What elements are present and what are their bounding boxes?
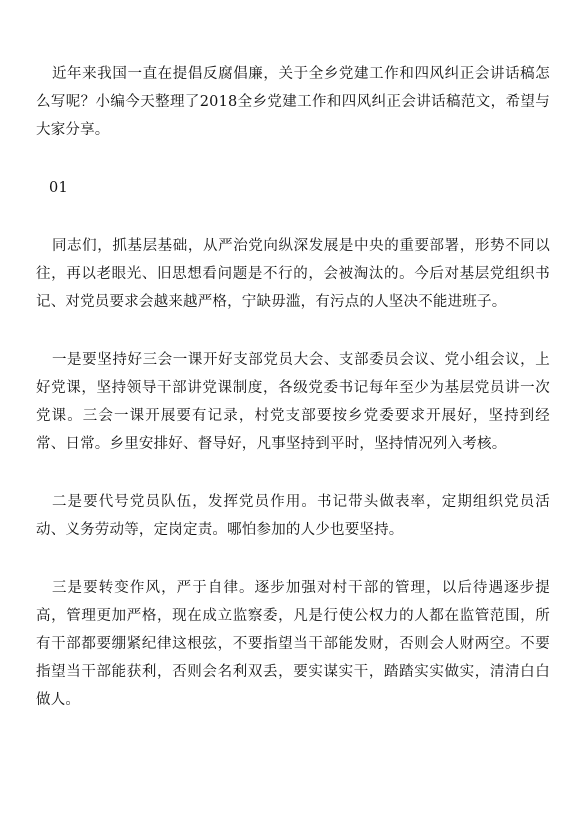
body-paragraph-3: 二是要代号党员队伍，发挥党员作用。书记带头做表率，定期组织党员活动、义务劳动等，定岗定责。哪怕参加的人少也要坚持。: [36, 494, 550, 538]
section-marker: 01: [49, 180, 68, 196]
body-paragraph-1: 同志们，抓基层基础，从严治党向纵深发展是中央的重要部署，形势不同以往，再以老眼光、旧思想看问题是不行的，会被淘汰的。今后对基层党组织书记、对党员要求会越来越严格，宁缺毋滥，有污点的人坚决不能进班子。: [36, 238, 550, 310]
intro-paragraph: 近年来我国一直在提倡反腐倡廉，关于全乡党建工作和四风纠正会讲话稿怎么写呢？小编今天整理了2018全乡党建工作和四风纠正会讲话稿范文，希望与大家分享。: [36, 66, 550, 138]
body-paragraph-2: 一是要坚持好三会一课开好支部党员大会、支部委员会议、党小组会议，上好党课，坚持领导干部讲党课制度，各级党委书记每年至少为基层党员讲一次党课。三会一课开展要有记录，村党支部要按乡党委要求开展好，坚持到经常、日常。乡里安排好、督导好，凡事坚持到平时，坚持情况列入考核。: [36, 352, 550, 452]
body-paragraph-4: 三是要转变作风，严于自律。逐步加强对村干部的管理，以后待遇逐步提高，管理更加严格，现在成立监察委，凡是行使公权力的人都在监管范围，所有干部都要绷紧纪律这根弦，不要指望当干部能发财，否则会人财两空。不要指望当干部能获利，否则会名利双丢，要实谋实干，踏踏实实做实，清清白白做人。: [36, 580, 550, 708]
